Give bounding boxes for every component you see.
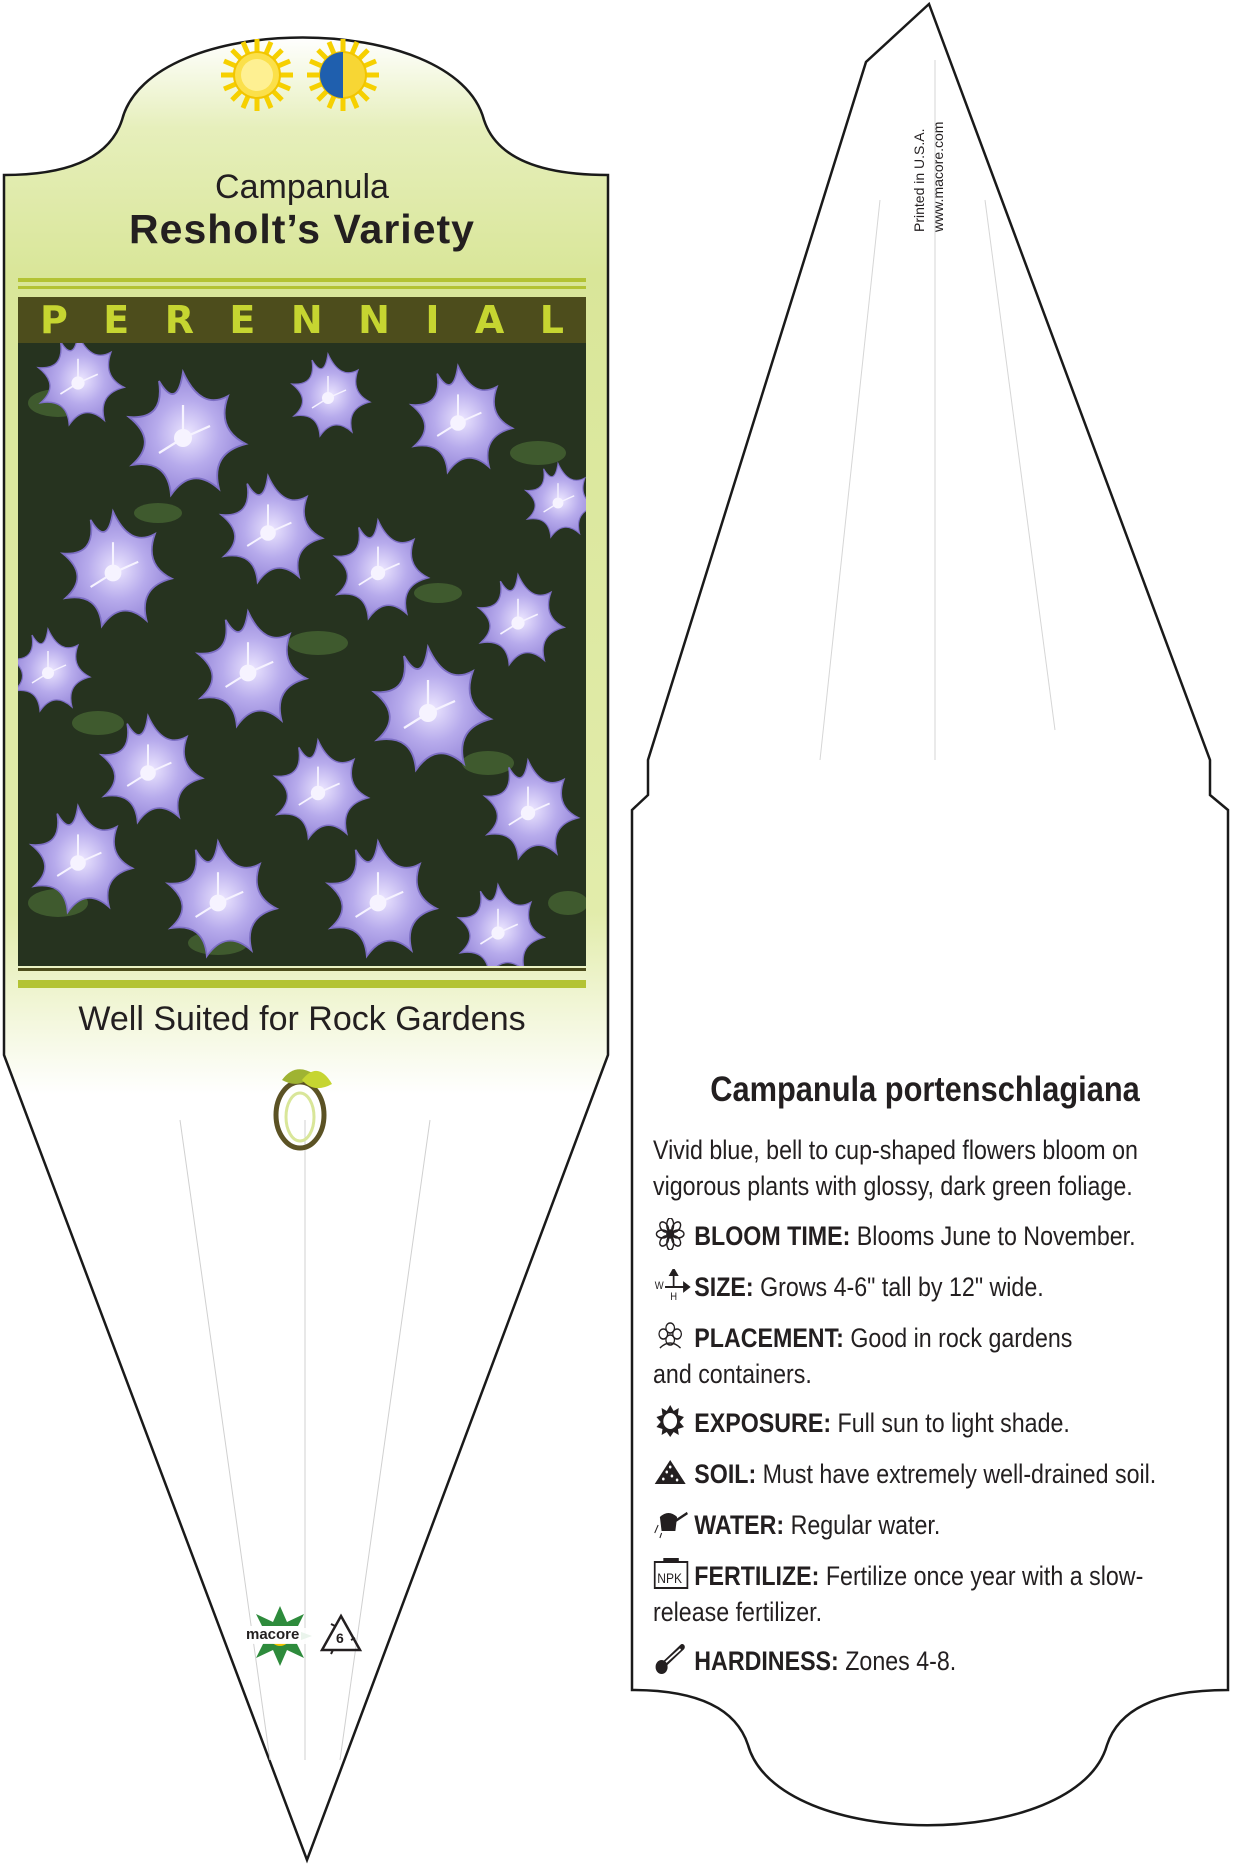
genus-name: Campanula bbox=[215, 168, 389, 206]
attribute-value: Zones 4-8. bbox=[838, 1646, 957, 1676]
printed-notice bbox=[910, 92, 950, 242]
soil-icon bbox=[653, 1456, 691, 1486]
attribute-label: PLACEMENT: bbox=[694, 1323, 844, 1353]
brand-name: macore bbox=[246, 1626, 300, 1643]
attribute-water bbox=[653, 1507, 1233, 1543]
attribute-value: Good in rock gardens and containers. bbox=[653, 1323, 1073, 1389]
attribute-value: Fertilize once year with a slow-release fertilizer. bbox=[653, 1561, 1144, 1627]
attribute-value: Full sun to light shade. bbox=[831, 1408, 1070, 1438]
attribute-bloom-time bbox=[653, 1218, 1233, 1254]
category-letter: E bbox=[229, 298, 256, 342]
variety-name: Resholt’s Variety bbox=[129, 206, 475, 252]
category-letter: P bbox=[40, 298, 68, 342]
attribute-value: Regular water. bbox=[784, 1510, 941, 1540]
attribute-placement bbox=[653, 1320, 1100, 1392]
attribute-hardiness bbox=[653, 1643, 1233, 1679]
category-letter: A bbox=[474, 298, 505, 342]
tagline: Well Suited for Rock Gardens bbox=[78, 1000, 526, 1038]
attribute-value: Grows 4-6" tall by 12" wide. bbox=[753, 1272, 1044, 1302]
attribute-value: Blooms June to November. bbox=[850, 1221, 1136, 1251]
attribute-value: Must have extremely well-drained soil. bbox=[756, 1459, 1157, 1489]
size-icon-w: W bbox=[654, 1280, 664, 1293]
npk-label: NPK bbox=[657, 1570, 683, 1587]
flower-icon bbox=[653, 1218, 691, 1248]
botanical-name: Campanula portenschlagiana bbox=[710, 1070, 1140, 1109]
placement-icon bbox=[653, 1320, 691, 1350]
size-icon-h: H bbox=[670, 1291, 678, 1301]
sun-icon bbox=[653, 1405, 691, 1435]
category-letter: I bbox=[425, 298, 440, 342]
attribute-label: HARDINESS: bbox=[694, 1646, 839, 1676]
category-letter: E bbox=[103, 298, 130, 342]
attribute-label: SIZE: bbox=[694, 1272, 754, 1302]
attribute-soil bbox=[653, 1456, 1233, 1492]
perennial-letters bbox=[18, 297, 586, 343]
website-line: www.macore.com bbox=[930, 121, 946, 232]
plant-description: Vivid blue, bell to cup-shaped flowers bloom on vigorous plants with glossy, dark green foliage. bbox=[653, 1135, 1138, 1201]
attribute-label: EXPOSURE: bbox=[694, 1408, 832, 1438]
attribute-exposure bbox=[653, 1405, 1233, 1441]
category-letter: N bbox=[358, 298, 390, 342]
back-tag-outline bbox=[632, 4, 1228, 1825]
size-icon bbox=[653, 1269, 691, 1299]
attribute-label: SOIL: bbox=[694, 1459, 757, 1489]
attribute-fertilize bbox=[653, 1558, 1152, 1630]
printed-line: Printed in U.S.A. bbox=[911, 128, 927, 232]
npk-icon bbox=[653, 1558, 691, 1588]
category-letter: L bbox=[539, 298, 564, 342]
plant-photo bbox=[18, 343, 586, 966]
recycle-code: 6 bbox=[336, 1630, 344, 1646]
attribute-label: FERTILIZE: bbox=[694, 1561, 820, 1591]
category-letter: R bbox=[164, 298, 194, 342]
attribute-label: WATER: bbox=[694, 1510, 785, 1540]
attribute-label: BLOOM TIME: bbox=[694, 1221, 851, 1251]
category-letter: N bbox=[290, 298, 323, 342]
attribute-size bbox=[653, 1269, 1233, 1305]
watering-can-icon bbox=[653, 1507, 691, 1537]
thermometer-icon bbox=[653, 1643, 691, 1673]
perennial-band bbox=[18, 297, 586, 343]
